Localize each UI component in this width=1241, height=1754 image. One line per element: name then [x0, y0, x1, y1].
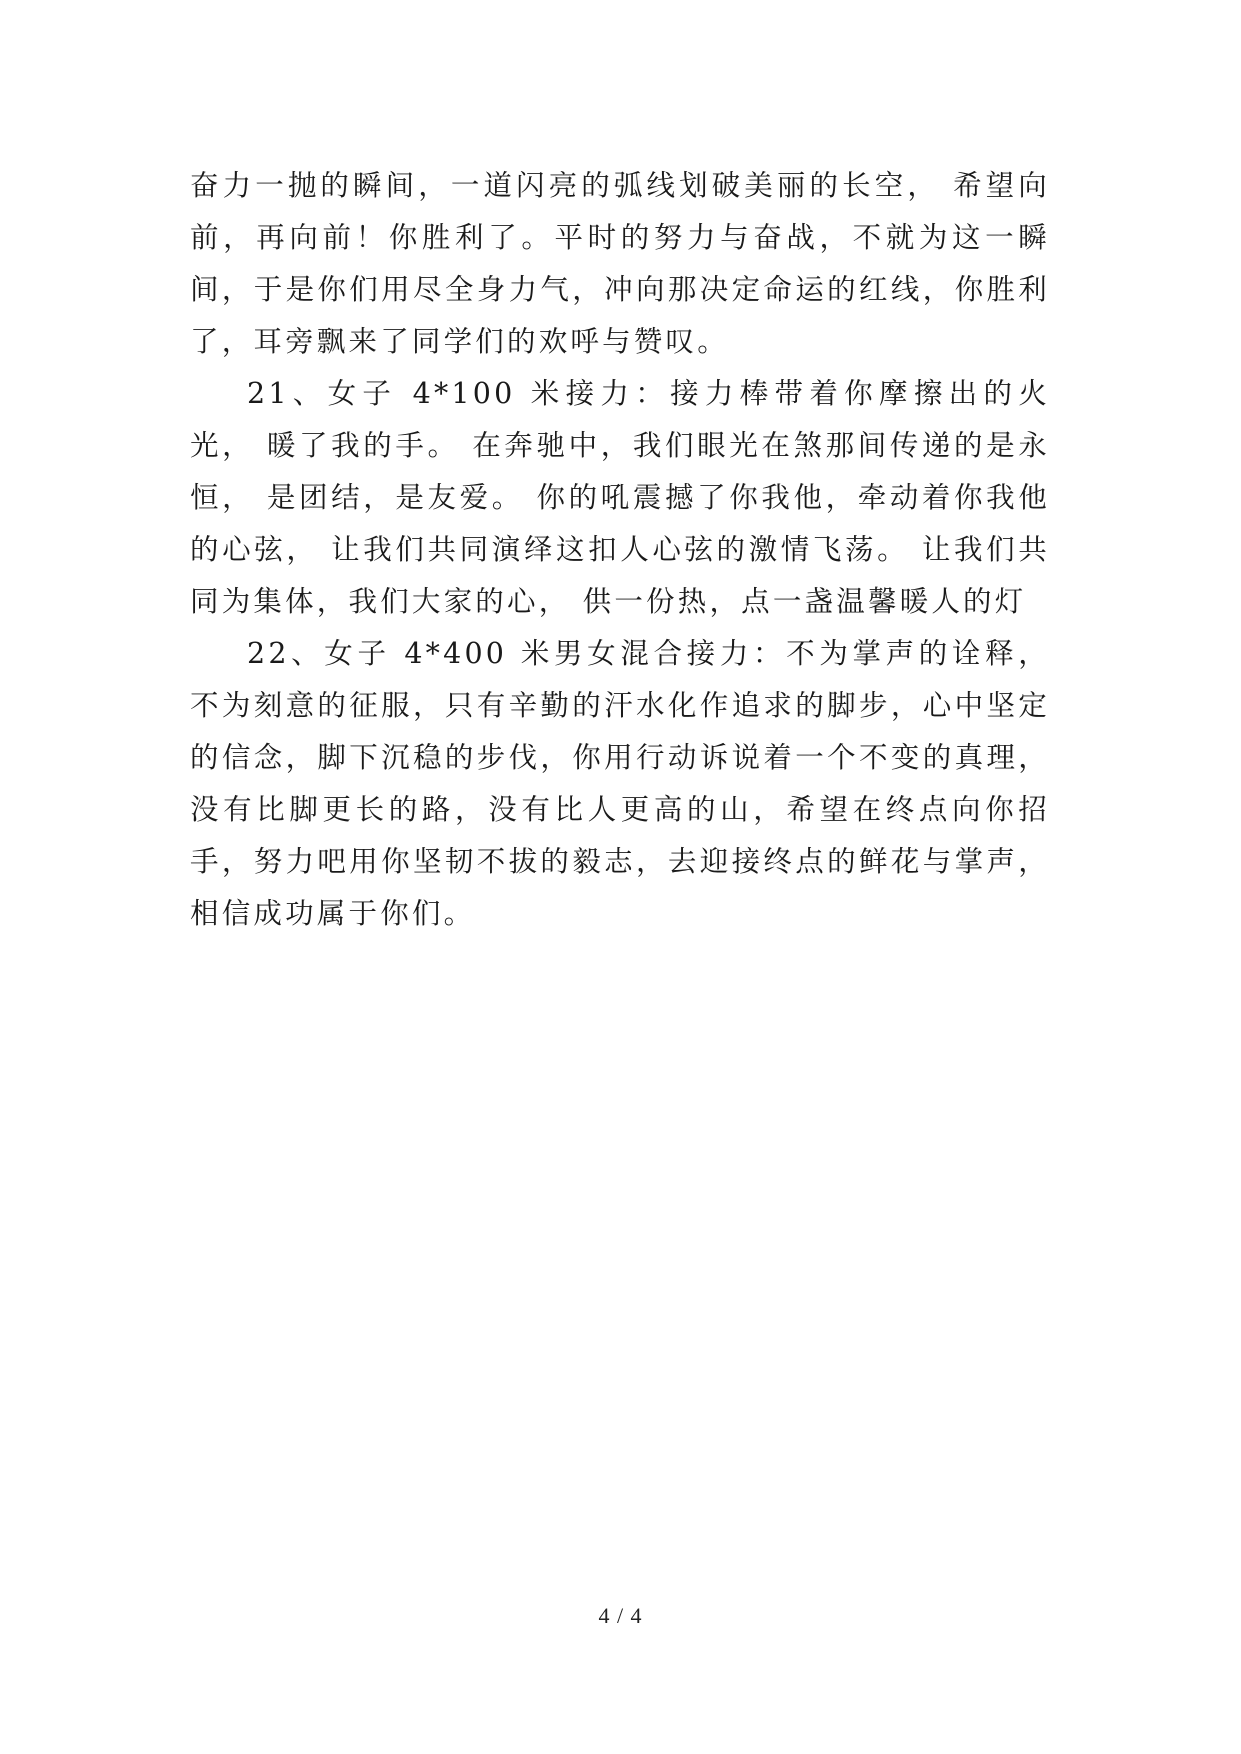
document-body — [190, 160, 1050, 940]
paragraph-1: 奋力一抛的瞬间，一道闪亮的弧线划破美丽的长空， 希望向前，再向前！你胜利了。平时的努力与奋战，不就为这一瞬间，于是你们用尽全身力气，冲向那决定命运的红线，你胜利了，耳旁飘来了同学们的欢呼与赞叹。 — [190, 169, 1050, 358]
paragraph-2: 21、女子 4*100 米接力：接力棒带着你摩擦出的火光， 暖了我的手。 在奔驰中，我们眼光在煞那间传递的是永恒， 是团结，是友爱。 你的吼震撼了你我他，牵动着你我他的心弦， 让我们共同演绎这扣人心弦的激情飞荡。 让我们共同为集体，我们大家的心， 供一份热，点一盏温馨暖人的灯 — [190, 377, 1050, 618]
paragraph-3: 22、女子 4*400 米男女混合接力：不为掌声的诠释，不为刻意的征服，只有辛勤的汗水化作追求的脚步，心中坚定的信念，脚下沉稳的步伐，你用行动诉说着一个不变的真理，没有比脚更长的路，没有比人更高的山，希望在终点向你招手，努力吧用你坚韧不拔的毅志，去迎接终点的鲜花与掌声，相信成功属于你们。 — [190, 637, 1050, 930]
page-number: 4 / 4 — [598, 1603, 643, 1628]
